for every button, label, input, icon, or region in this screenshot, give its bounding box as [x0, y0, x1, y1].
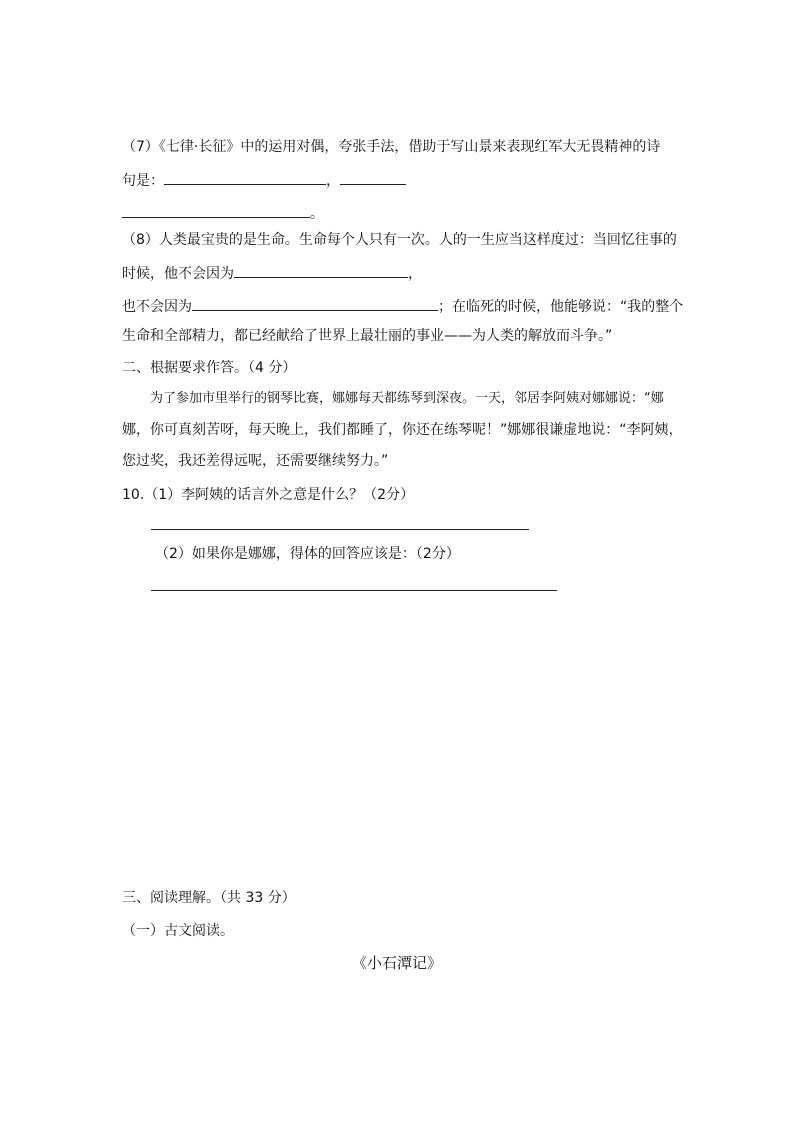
q8-suffix-2: ；在临死的时候，他能够说：“我的整个	[438, 299, 684, 315]
q7-line3	[122, 203, 324, 224]
passage-line3	[122, 451, 388, 471]
section3-subheading-text: （一）古文阅读。	[122, 923, 234, 939]
q10-1	[122, 485, 414, 505]
section3-heading	[122, 888, 296, 908]
q7-comma: ，	[326, 173, 340, 189]
passage-line1	[150, 389, 664, 409]
q8-prefix-1: 时候，他不会因为	[122, 266, 234, 282]
q7-answer-blank-1[interactable]	[164, 170, 326, 185]
q8-suffix-1: ，	[408, 266, 422, 282]
section3-subheading	[122, 921, 234, 941]
q8-line1	[122, 230, 677, 250]
passage-text-3: 您过奖，我还差得远呢，还需要继续努力。”	[122, 453, 389, 469]
q7-answer-prefix: 句是：	[122, 173, 164, 189]
passage-title-text: 《小石潭记》	[351, 954, 442, 972]
section2-heading-text: 二、根据要求作答。（4 分）	[122, 360, 297, 376]
section3-heading-text: 三、阅读理解。（共 33 分）	[122, 890, 296, 906]
passage-line2	[122, 420, 683, 440]
q10-2-text: （2）如果你是娜娜，得体的回答应该是：（2分）	[155, 546, 460, 562]
q10-2	[155, 544, 460, 564]
q8-line4	[122, 326, 612, 346]
q8-line3	[122, 296, 683, 317]
q7-line1	[122, 137, 660, 157]
q8-answer-blank-1[interactable]	[234, 263, 408, 278]
section2-heading	[122, 358, 296, 378]
q8-quote-end: 生命和全部精力，都已经献给了世界上最壮丽的事业——为人类的解放而斗争。”	[122, 328, 613, 344]
q10-2-answer-line[interactable]	[151, 590, 557, 591]
q7-answer-blank-3[interactable]	[122, 203, 310, 218]
q7-prompt: （7）《七律·长征》中的运用对偶，夸张手法，借助于写山景来表现红军大无畏精神的诗	[122, 139, 661, 155]
q7-answer-blank-2[interactable]	[340, 170, 406, 185]
q8-line2	[122, 263, 422, 284]
passage-text-1: 为了参加市里举行的钢琴比赛，娜娜每天都练琴到深夜。一天，邻居李阿姨对娜娜说：“娜	[150, 391, 664, 406]
q8-answer-blank-2[interactable]	[192, 296, 438, 311]
q8-prompt: （8）人类最宝贵的是生命。生命每个人只有一次。人的一生应当这样度过：当回忆往事的	[122, 232, 677, 248]
q7-line2	[122, 170, 406, 191]
q10-1-text: 10.（1）李阿姨的话言外之意是什么？（2分）	[122, 487, 415, 503]
passage-text-2: 娜，你可真刻苦呀，每天晚上，我们都睡了，你还在练琴呢！”娜娜很谦虚地说：“李阿姨，	[122, 422, 683, 438]
q7-period: 。	[310, 206, 324, 222]
q8-prefix-2: 也不会因为	[122, 299, 192, 315]
q10-1-answer-line[interactable]	[151, 529, 529, 530]
passage-title	[0, 953, 794, 973]
